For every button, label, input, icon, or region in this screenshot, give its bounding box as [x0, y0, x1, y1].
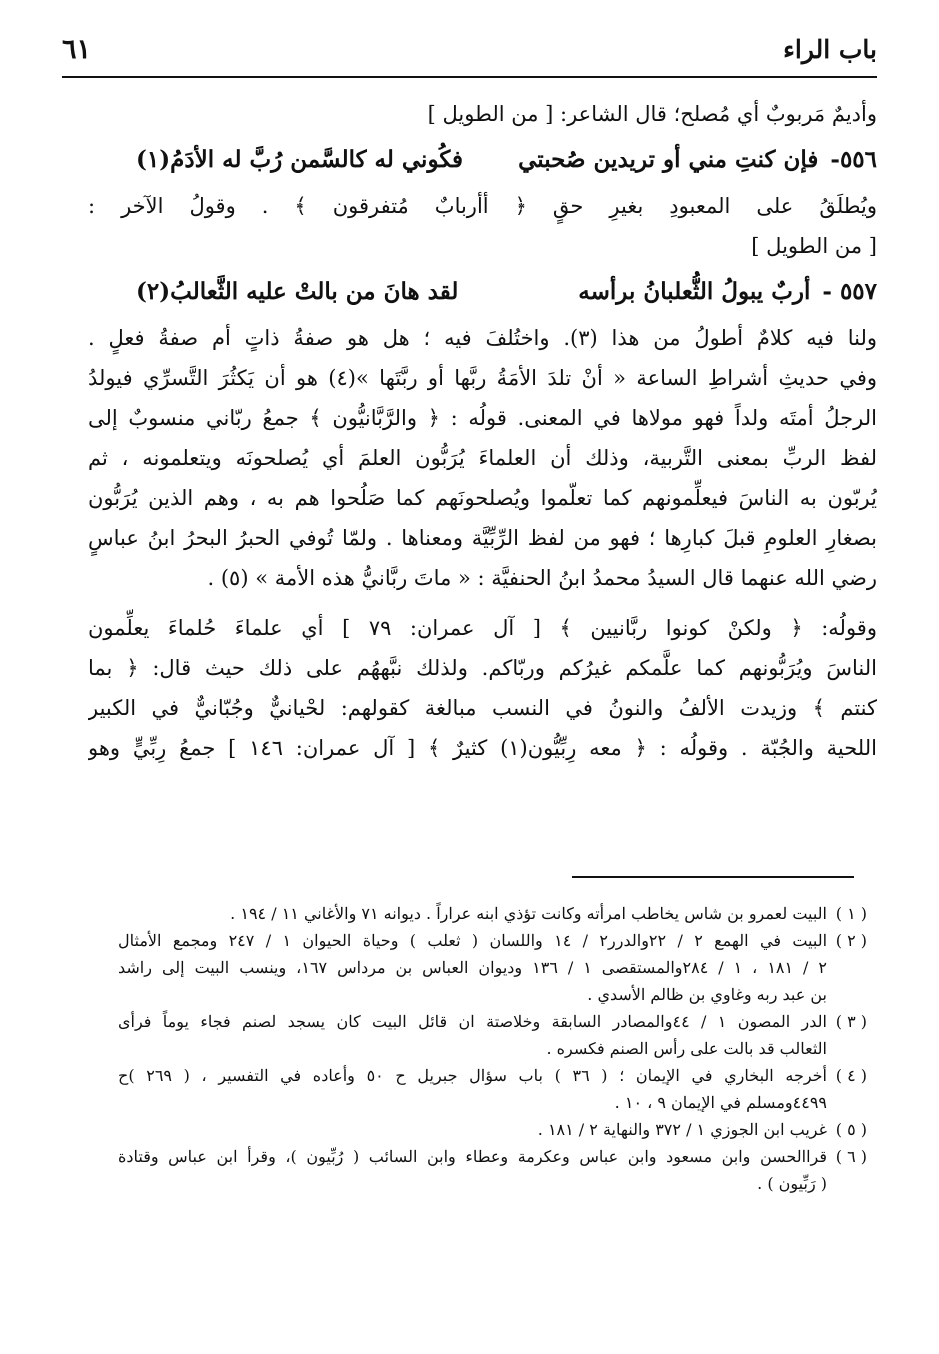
- footnote-divider: [572, 876, 854, 878]
- footnote-text: [118, 900, 827, 927]
- paragraph-2: [88, 608, 877, 768]
- footnote-number: ( ٣ ): [835, 1012, 867, 1031]
- chapter-title: باب الراء: [783, 34, 877, 64]
- footnote-line: الدر المصون ١ / ٤٤والمصادر السابقة وخلاصتة ان قائل البيت كان يسجد لصنم فجاء يوماً فرأى: [118, 1012, 827, 1031]
- footnote-line: غريب ابن الجوزي ١ / ٣٧٢ والنهاية ٢ / ١٨١ .: [537, 1120, 827, 1139]
- footnote-text: [118, 927, 827, 1008]
- text-line: يُربّون به الناسَ فيعلِّمونهم كما تعلّموا ويُصلحونَهم كما صَلُحوا هم به ، وهم الذين يُرَبُّون: [88, 486, 877, 510]
- footnote-text: [118, 1008, 827, 1062]
- page-number: ٦١: [62, 33, 92, 65]
- main-text: [88, 94, 877, 768]
- footnote-line: قراالحسن وابن مسعود وابن عباس وعكرمة وعطاء وابن السائب ( رُبِّيون )، وقرأ ابن عباس وقتادة: [118, 1147, 827, 1166]
- footnote-line: ٢ / ١٨١ ، ١ / ٢٨٤والمستقصى ١ / ١٣٦ وديوان العباس بن مرداس ١٦٧، وينسب البيت إلى راشد: [118, 958, 827, 977]
- verse-556: [88, 138, 877, 182]
- footnote-text: [118, 1062, 827, 1116]
- verse-hemistich-text: أربٌ يبولُ الثُّعلبانُ برأسه: [578, 278, 811, 305]
- footnote-line: الثعالب قد بالت على رأس الصنم فكسره .: [546, 1039, 827, 1058]
- text-line: ويُطلَقُ على المعبودِ بغيرِ حقٍ ﴿ أأربابٌ مُتفرقون ﴾ . وقولُ الآخر :: [88, 194, 877, 218]
- footnote-2: [118, 927, 867, 1008]
- header-divider: [62, 76, 877, 78]
- text-line: كنتم ﴾ وزيدت الألفُ والنونُ في النسب مبالغة كقولهم: لحْيانيٌّ وجُبّانيٌّ في الكبير: [88, 696, 877, 720]
- footnote-number: ( ٢ ): [835, 931, 867, 950]
- paragraph-gap: [88, 598, 877, 608]
- text-line: الناسَ ويُرَبُّونهم كما علَّمكم غيرُكم وربّاكم. ولذلك نبَّههُم على ذلك حيث قال: ﴿ بما: [88, 656, 877, 680]
- footnote-3: [118, 1008, 867, 1062]
- footnote-text: [118, 1116, 827, 1143]
- text-line: ولنا فيه كلامٌ أطولُ من هذا (٣). واختُلفَ فيه ؛ هل هو صفةُ ذاتٍ أم صفةُ فعلٍ .: [88, 326, 877, 350]
- footnote-text: [118, 1143, 827, 1197]
- text-line: وفي حديثِ أشراطِ الساعة « أنْ تلدَ الأمَةُ ربَّها أو ربَّتَها »(٤) هو أن يَكثُرَ التَّسرِّي فيولدُ: [88, 366, 877, 390]
- page-header: [62, 28, 877, 70]
- text-line: رضي الله عنهما قال السيدُ محمدُ ابنُ الحنفيَّة : « ماتَ ربَّانيُّ هذه الأمة » (٥) .: [207, 566, 877, 590]
- text-line: وقولُه: ﴿ ولكنْ كونوا ربَّانيين ﴾ [ آل عمران: ٧٩ ] أي علماءَ حُلماءَ يعلِّمون: [88, 616, 877, 640]
- footnote-4: [118, 1062, 867, 1116]
- paragraph-1: [88, 318, 877, 598]
- footnote-number: ( ١ ): [835, 904, 867, 923]
- verse-hemistich-text: فإن كنتِ مني أو تريدين صُحبتي: [518, 146, 819, 173]
- verse-second-hemistich: فكُوني له كالسَّمن رُبَّ له الأدَمُ(١): [136, 146, 464, 173]
- footnote-5: [118, 1116, 867, 1143]
- verse-second-hemistich: لقد هانَ من بالتْ عليه الثَّعالبُ(٢): [136, 278, 459, 305]
- text-line: اللحية والجُبّة . وقولُه : ﴿ معه رِبِّيُّون(١) كثيرٌ ﴾ [ آل عمران: ١٤٦ ] جمعُ رِبِّيٍّ وهو: [88, 736, 877, 760]
- footnote-line: ٤٤٩٩ومسلم في الإيمان ٩ ، ١٠ .: [614, 1093, 827, 1112]
- footnote-1: [118, 900, 867, 927]
- footnote-line: ( رَبِّيون ) .: [757, 1174, 827, 1193]
- text-line: بصغارِ العلومِ قبلَ كبارِها ؛ فهو من لفظ الرِّبِّيَّة ومعناها . ولمّا تُوفي الحبرُ البحرُ ابنُ عباسٍ: [88, 526, 877, 550]
- footnotes: [118, 900, 867, 1197]
- footnote-line: بن عبد ربه وغاوي بن ظالم الأسدي .: [587, 985, 827, 1004]
- verse-557: [88, 270, 877, 314]
- text-line: وأديمٌ مَربوبٌ أي مُصلح؛ قال الشاعر: [ من الطويل ]: [427, 102, 877, 126]
- verse-number: ٥٥٦-: [830, 146, 877, 173]
- footnote-number: ( ٦ ): [835, 1147, 867, 1166]
- footnote-line: أخرجه البخاري في الإيمان ؛ ( ٣٦ ) باب سؤال جبريل ح ٥٠ وأعاده في التفسير ، ( ٢٦٩ )ح: [118, 1066, 827, 1085]
- footnote-6: [118, 1143, 867, 1197]
- verse-first-hemistich: [578, 270, 877, 314]
- footnote-number: ( ٤ ): [835, 1066, 867, 1085]
- verse-number: ٥٥٧ -: [822, 278, 877, 305]
- footnote-number: ( ٥ ): [835, 1120, 867, 1139]
- footnote-line: البيت في الهمع ٢ / ٢٢والدرر٢ / ١٤ واللسان ( ثعلب ) وحياة الحيوان ١ / ٢٤٧ ومجمع الأمثال: [118, 931, 827, 950]
- meter-label: [ من الطويل ]: [751, 234, 877, 258]
- text-line: الرجلُ أمتَه ولداً فهو مولاها في المعنى. قولُه : ﴿ والرَّبَّانيُّون ﴾ جمعُ ربّاني منسوبٌ إلى: [88, 406, 877, 430]
- text-line: لفظ الربِّ بمعنى التَّربية، وذلك أن العلماءَ يُرَبُّون العلمَ أي يُصلحونَه ويتعلمونه ، ثم: [88, 446, 877, 470]
- verse-first-hemistich: [518, 138, 877, 182]
- footnote-line: البيت لعمرو بن شاس يخاطب امرأته وكانت تؤذي ابنه عراراً . ديوانه ٧١ والأغاني ١١ / ١٩٤ .: [230, 904, 827, 923]
